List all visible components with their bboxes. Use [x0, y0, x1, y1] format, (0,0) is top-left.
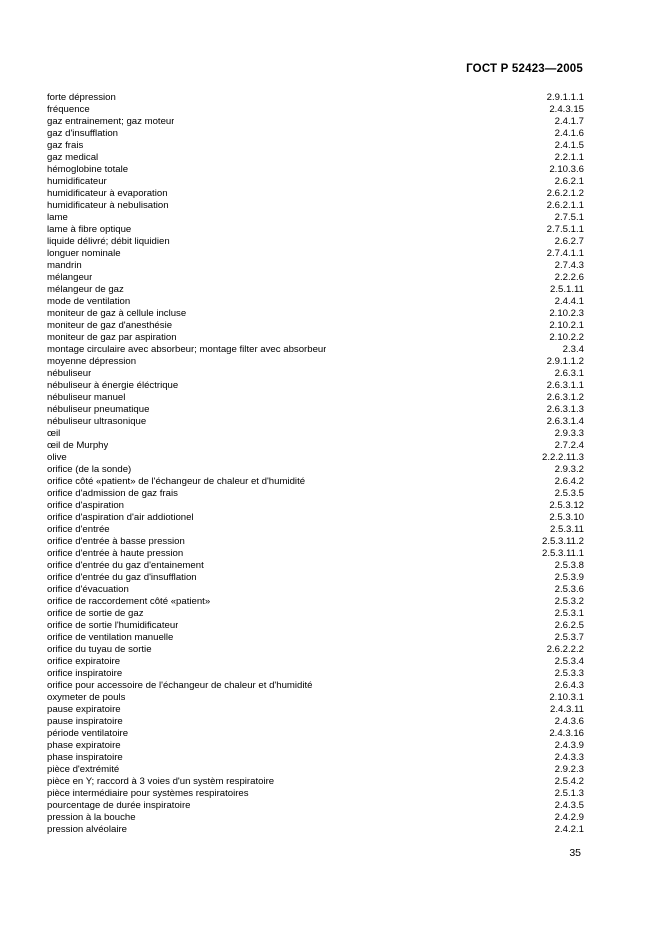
index-term: liquide délivré; débit liquidien: [47, 236, 170, 247]
index-entry: [47, 572, 584, 584]
index-reference: 2.4.3.9: [554, 740, 584, 751]
index-term: pièce en Y; raccord à 3 voies d'un systèm respiratoire: [47, 776, 275, 787]
index-term: gaz frais: [47, 140, 84, 151]
index-entry: [47, 728, 584, 740]
index-reference: 2.10.3.1: [549, 692, 584, 703]
index-reference: 2.4.1.5: [554, 140, 584, 151]
index-reference: 2.4.1.6: [554, 128, 584, 139]
index-term: mandrin: [47, 260, 82, 271]
index-term: nébuliseur manuel: [47, 392, 126, 403]
index-term: moniteur de gaz par aspiration: [47, 332, 177, 343]
index-reference: 2.2.2.11.3: [542, 452, 584, 463]
index-reference: 2.2.1.1: [554, 152, 584, 163]
index-term: orifice d'aspiration d'air addiotionel: [47, 512, 194, 523]
index-entry: [47, 200, 584, 212]
index-entry: [47, 320, 584, 332]
index-reference: 2.5.3.11.1: [542, 548, 584, 559]
index-reference: 2.4.2.9: [554, 812, 584, 823]
index-entry: [47, 716, 584, 728]
index-term: œil de Murphy: [47, 440, 109, 451]
index-reference: 2.5.3.11: [550, 524, 584, 535]
index-reference: 2.4.3.3: [554, 752, 584, 763]
index-reference: 2.10.3.6: [549, 164, 584, 175]
index-reference: 2.6.2.5: [554, 620, 584, 631]
index-term: œil: [47, 428, 61, 439]
index-term: période ventilatoire: [47, 728, 129, 739]
index-term: pourcentage de durée inspiratoire: [47, 800, 191, 811]
index-reference: 2.5.1.11: [550, 284, 584, 295]
index-entry: [47, 620, 584, 632]
index-term: orifice d'évacuation: [47, 584, 129, 595]
index-reference: 2.9.3.3: [554, 428, 584, 439]
index-reference: 2.7.4.3: [554, 260, 584, 271]
index-term: moniteur de gaz d'anesthésie: [47, 320, 173, 331]
index-term: orifice de raccordement côté «patient»: [47, 596, 211, 607]
index-term: nébuliseur à énergie éléctrique: [47, 380, 179, 391]
index-entry: [47, 524, 584, 536]
index-reference: 2.6.3.1.1: [546, 380, 584, 391]
index-entry: [47, 596, 584, 608]
index-term: orifice d'entrée du gaz d'insufflation: [47, 572, 197, 583]
index-reference: 2.5.3.1: [554, 608, 584, 619]
index-reference: 2.7.4.1.1: [546, 248, 584, 259]
index-entry: [47, 224, 584, 236]
index-term: orifice de sortie l'humidificateur: [47, 620, 179, 631]
index-term: orifice d'entrée du gaz d'entainement: [47, 560, 204, 571]
index-reference: 2.5.3.4: [554, 656, 584, 667]
index-entry: [47, 740, 584, 752]
index-reference: 2.10.2.1: [549, 320, 584, 331]
index-entry: [47, 140, 584, 152]
index-reference: 2.5.3.12: [549, 500, 584, 511]
index-term: phase inspiratoire: [47, 752, 123, 763]
index-term: orifice pour accessoire de l'échangeur de chaleur et d'humidité: [47, 680, 313, 691]
index-entry: [47, 656, 584, 668]
index-entry: [47, 128, 584, 140]
index-term: forte dépression: [47, 92, 116, 103]
index-entry: [47, 104, 584, 116]
index-reference: 2.9.1.1.1: [546, 92, 584, 103]
index-entry: [47, 416, 584, 428]
index-term: orifice d'aspiration: [47, 500, 125, 511]
index-term: pièce intermédiaire pour systèmes respiratoires: [47, 788, 249, 799]
index-entry: [47, 812, 584, 824]
index-term: orifice expiratoire: [47, 656, 121, 667]
index-term: humidificateur: [47, 176, 107, 187]
index-reference: 2.5.3.9: [554, 572, 584, 583]
index-reference: 2.5.3.5: [554, 488, 584, 499]
index-reference: 2.4.1.7: [554, 116, 584, 127]
index-entry: [47, 464, 584, 476]
index-entry: [47, 356, 584, 368]
index-entry: [47, 392, 584, 404]
index-term: fréquence: [47, 104, 90, 115]
index-entry: [47, 440, 584, 452]
index-reference: 2.6.2.2.2: [546, 644, 584, 655]
index-entry: [47, 560, 584, 572]
index-term: oxymeter de pouls: [47, 692, 126, 703]
index-reference: 2.6.2.1: [554, 176, 584, 187]
index-term: phase expiratoire: [47, 740, 121, 751]
index-term: orifice d'admission de gaz frais: [47, 488, 178, 499]
index-reference: 2.2.2.6: [554, 272, 584, 283]
index-entry: [47, 680, 584, 692]
index-entry: [47, 428, 584, 440]
index-term: orifice côté «patient» de l'échangeur de chaleur et d'humidité: [47, 476, 306, 487]
index-reference: 2.3.4: [562, 344, 584, 355]
index-term: montage circulaire avec absorbeur; montage filter avec absorbeur: [47, 344, 327, 355]
index-term: lame à fibre optique: [47, 224, 132, 235]
index-entry: [47, 308, 584, 320]
index-entry: [47, 476, 584, 488]
index-term: mélangeur de gaz: [47, 284, 124, 295]
page-number: 35: [569, 847, 581, 859]
index-entry: [47, 800, 584, 812]
index-entry: [47, 284, 584, 296]
index-reference: 2.6.3.1: [554, 368, 584, 379]
index-entry: [47, 116, 584, 128]
index-entry: [47, 92, 584, 104]
index-entry: [47, 332, 584, 344]
index-reference: 2.7.5.1.1: [546, 224, 584, 235]
index-term: humidificateur à evaporation: [47, 188, 168, 199]
index-reference: 2.4.2.1: [554, 824, 584, 835]
index-reference: 2.4.3.11: [550, 704, 584, 715]
index-term: pression alvéolaire: [47, 824, 127, 835]
index-term: mode de ventilation: [47, 296, 131, 307]
index-term: longuer nominale: [47, 248, 121, 259]
index-term: nébuliseur ultrasonique: [47, 416, 147, 427]
index-reference: 2.9.1.1.2: [546, 356, 584, 367]
index-entry: [47, 584, 584, 596]
index-reference: 2.5.4.2: [554, 776, 584, 787]
index-reference: 2.6.2.1.2: [546, 188, 584, 199]
index-entry: [47, 644, 584, 656]
index-term: nébuliseur pneumatique: [47, 404, 150, 415]
index-reference: 2.6.4.3: [554, 680, 584, 691]
index-term: hémoglobine totale: [47, 164, 129, 175]
index-entry: [47, 500, 584, 512]
index-entry: [47, 764, 584, 776]
index-entry: [47, 404, 584, 416]
index-entry: [47, 512, 584, 524]
standard-code: ГОСТ Р 52423—2005: [466, 63, 583, 75]
index-term: orifice du tuyau de sortie: [47, 644, 152, 655]
index-term: moyenne dépression: [47, 356, 137, 367]
index-entry: [47, 788, 584, 800]
index-term: orifice (de la sonde): [47, 464, 132, 475]
index-entry: [47, 380, 584, 392]
index-entry: [47, 272, 584, 284]
index-entry: [47, 212, 584, 224]
index-entry: [47, 152, 584, 164]
index-reference: 2.6.3.1.3: [546, 404, 584, 415]
index-entry: [47, 176, 584, 188]
index-term: pause expiratoire: [47, 704, 121, 715]
index-reference: 2.5.3.2: [554, 596, 584, 607]
index-term: moniteur de gaz à cellule incluse: [47, 308, 187, 319]
index-entry: [47, 752, 584, 764]
index-reference: 2.10.2.2: [549, 332, 584, 343]
index-entry: [47, 692, 584, 704]
index-list: [47, 92, 584, 836]
index-entry: [47, 632, 584, 644]
index-reference: 2.5.3.8: [554, 560, 584, 571]
index-term: orifice d'entrée à haute pression: [47, 548, 184, 559]
index-entry: [47, 248, 584, 260]
index-reference: 2.6.3.1.4: [546, 416, 584, 427]
index-entry: [47, 824, 584, 836]
index-entry: [47, 536, 584, 548]
index-reference: 2.4.3.5: [554, 800, 584, 811]
index-entry: [47, 260, 584, 272]
index-reference: 2.7.2.4: [554, 440, 584, 451]
document-header: [466, 63, 583, 75]
index-reference: 2.5.3.7: [554, 632, 584, 643]
index-reference: 2.6.4.2: [554, 476, 584, 487]
index-term: gaz d'insufflation: [47, 128, 118, 139]
index-term: lame: [47, 212, 68, 223]
index-reference: 2.10.2.3: [549, 308, 584, 319]
index-entry: [47, 776, 584, 788]
index-reference: 2.6.2.1.1: [546, 200, 584, 211]
index-entry: [47, 368, 584, 380]
index-term: gaz entrainement; gaz moteur: [47, 116, 175, 127]
index-entry: [47, 704, 584, 716]
index-entry: [47, 296, 584, 308]
index-reference: 2.9.2.3: [554, 764, 584, 775]
index-entry: [47, 668, 584, 680]
index-reference: 2.4.3.6: [554, 716, 584, 727]
index-reference: 2.5.3.10: [549, 512, 584, 523]
index-reference: 2.4.3.16: [549, 728, 584, 739]
index-term: orifice d'entrée à basse pression: [47, 536, 185, 547]
index-term: mélangeur: [47, 272, 93, 283]
index-term: orifice de ventilation manuelle: [47, 632, 174, 643]
index-term: humidificateur à nebulisation: [47, 200, 169, 211]
index-reference: 2.4.3.15: [549, 104, 584, 115]
index-term: orifice de sortie de gaz: [47, 608, 144, 619]
index-entry: [47, 188, 584, 200]
index-reference: 2.7.5.1: [554, 212, 584, 223]
index-term: orifice d'entrée: [47, 524, 110, 535]
index-reference: 2.6.2.7: [554, 236, 584, 247]
index-reference: 2.9.3.2: [554, 464, 584, 475]
index-reference: 2.5.3.3: [554, 668, 584, 679]
index-entry: [47, 608, 584, 620]
index-term: pièce d'extrémité: [47, 764, 120, 775]
index-term: gaz medical: [47, 152, 99, 163]
index-entry: [47, 236, 584, 248]
index-entry: [47, 164, 584, 176]
index-term: olive: [47, 452, 67, 463]
index-reference: 2.6.3.1.2: [546, 392, 584, 403]
index-entry: [47, 548, 584, 560]
index-term: pression à la bouche: [47, 812, 136, 823]
index-term: pause inspiratoire: [47, 716, 123, 727]
index-entry: [47, 452, 584, 464]
index-reference: 2.5.1.3: [554, 788, 584, 799]
index-reference: 2.5.3.11.2: [542, 536, 584, 547]
index-reference: 2.4.4.1: [554, 296, 584, 307]
index-entry: [47, 344, 584, 356]
index-entry: [47, 488, 584, 500]
index-term: orifice inspiratoire: [47, 668, 123, 679]
index-reference: 2.5.3.6: [554, 584, 584, 595]
index-term: nébuliseur: [47, 368, 92, 379]
